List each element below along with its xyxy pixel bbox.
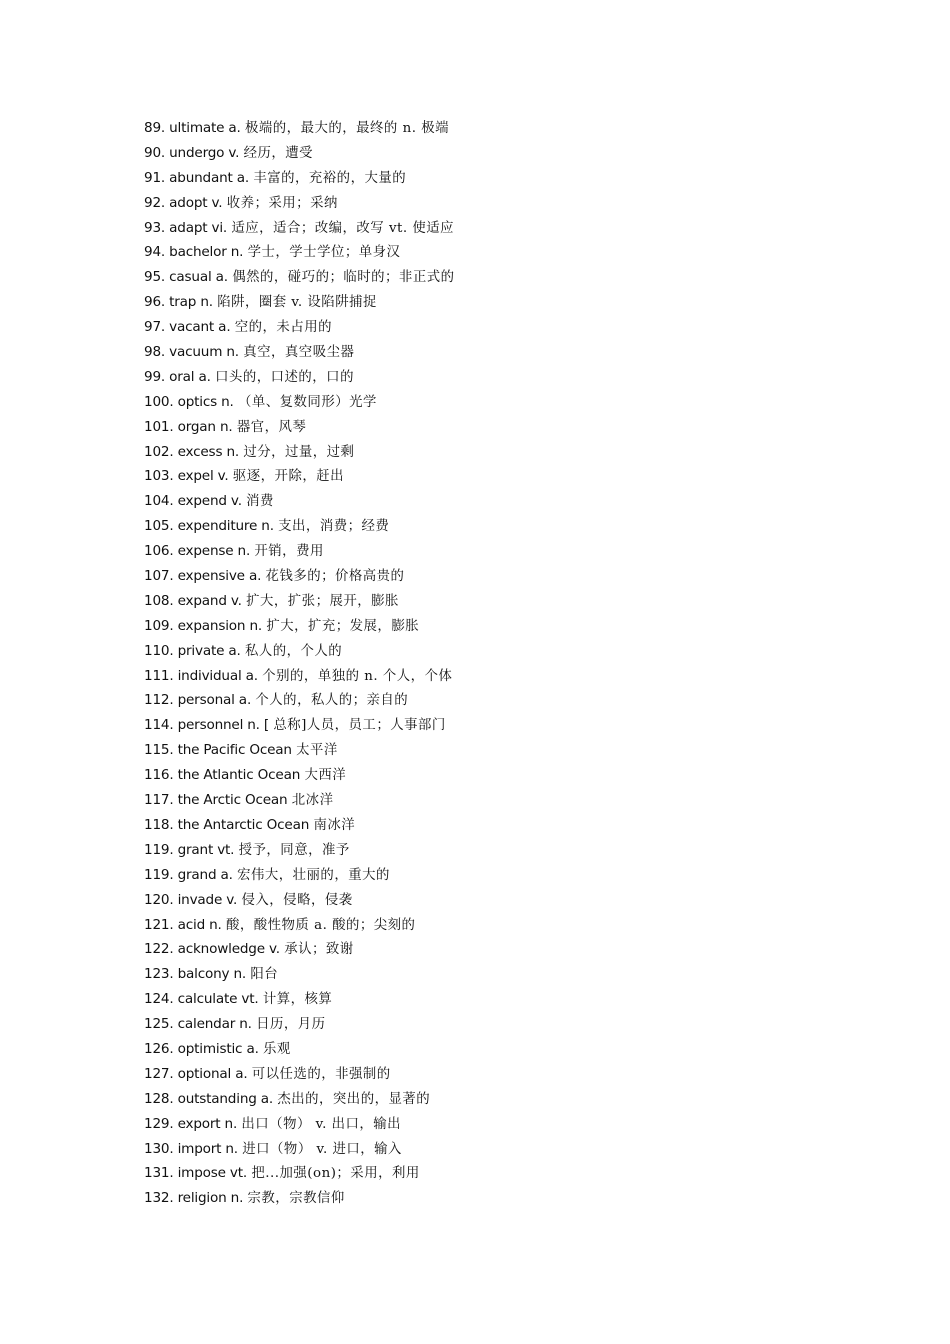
vocab-term: 104. expend v. <box>144 493 242 510</box>
vocab-term: 94. bachelor n. <box>144 244 244 261</box>
vocab-entry <box>144 116 455 141</box>
vocab-term: 107. expensive a. <box>144 568 262 585</box>
vocab-term: 95. casual a. <box>144 269 228 286</box>
vocab-definition: 开销，费用 <box>254 544 324 560</box>
vocab-entry <box>144 913 455 938</box>
vocab-entry <box>144 216 455 241</box>
vocab-term: 91. abundant a. <box>144 169 250 186</box>
vocab-entry <box>144 713 455 738</box>
vocab-definition: 南冰洋 <box>313 817 356 833</box>
vocab-definition: 学士，学士学位；单身汉 <box>247 245 401 261</box>
vocab-term: 90. undergo v. <box>144 144 240 161</box>
vocab-term: 99. oral a. <box>144 368 211 385</box>
vocab-entry <box>144 564 455 589</box>
vocab-definition: 日历，月历 <box>256 1017 326 1033</box>
vocab-definition: 北冰洋 <box>291 793 334 809</box>
vocab-entry <box>144 888 455 913</box>
vocab-entry <box>144 1112 455 1137</box>
vocab-term: 114. personnel n. [ <box>144 717 270 734</box>
vocab-entry <box>144 987 455 1012</box>
vocab-definition: 太平洋 <box>296 743 338 759</box>
vocab-definition: （单、复数同形）光学 <box>237 394 377 410</box>
vocab-term: 110. private a. <box>144 642 241 659</box>
vocab-term: 103. expel v. <box>144 468 229 485</box>
vocab-term: 112. personal a. <box>144 692 252 709</box>
vocab-definition: 口头的，口述的，口的 <box>215 369 354 385</box>
vocab-term: 126. optimistic a. <box>144 1040 259 1057</box>
vocab-entry <box>144 440 455 465</box>
vocab-entry <box>144 1087 455 1112</box>
vocab-definition: 私人的，个人的 <box>244 643 343 659</box>
vocab-entry <box>144 1161 455 1186</box>
vocab-term: 89. ultimate a. <box>144 120 241 136</box>
vocab-definition: 可以任选的，非强制的 <box>251 1066 391 1082</box>
vocab-term: 105. expenditure n. <box>144 518 274 535</box>
vocab-term: 100. optics n. <box>144 393 234 410</box>
vocab-entry <box>144 315 455 340</box>
vocab-definition: 杰出的，突出的，显著的 <box>277 1091 431 1107</box>
vocab-definition: 驱逐，开除，赶出 <box>232 469 345 485</box>
vocab-term: 124. calculate vt. <box>144 991 259 1008</box>
vocab-entry <box>144 340 455 365</box>
vocab-definition: 收养；采用；采纳 <box>226 195 338 211</box>
vocab-definition: 宗教，宗教信仰 <box>247 1191 345 1207</box>
vocab-definition: 消费 <box>246 494 274 510</box>
vocab-entry <box>144 962 455 987</box>
vocab-definition: 计算，核算 <box>262 992 333 1008</box>
vocab-definition: 空的，未占用的 <box>234 320 332 336</box>
vocab-term: 128. outstanding a. <box>144 1090 274 1107</box>
vocab-entry <box>144 813 455 838</box>
vocab-entry <box>144 1037 455 1062</box>
vocab-definition: 极端的，最大的，最终的 n. 极端 <box>245 121 449 136</box>
vocab-definition: 侵入，侵略，侵袭 <box>241 892 353 908</box>
vocab-definition: 宏伟大，壮丽的，重大的 <box>237 867 390 883</box>
vocab-term: 98. vacuum n. <box>144 344 239 361</box>
vocab-definition: 陷阱，圈套 v. 设陷阱捕捉 <box>217 295 377 311</box>
vocab-definition: 总称]人员，员工；人事部门 <box>273 718 446 734</box>
vocab-entry <box>144 365 455 390</box>
vocab-entry <box>144 514 455 539</box>
vocab-entry <box>144 614 455 639</box>
vocab-term: 118. the Antarctic Ocean <box>144 816 310 833</box>
vocab-definition: 乐观 <box>263 1041 291 1057</box>
vocab-definition: 承认；致谢 <box>284 942 354 958</box>
vocab-entry <box>144 639 455 664</box>
vocab-definition: 适应，适合；改编，改写 vt. 使适应 <box>231 220 455 236</box>
vocab-term: 106. expense n. <box>144 543 251 560</box>
vocab-term: 125. calendar n. <box>144 1016 252 1033</box>
vocab-term: 130. import n. <box>144 1140 238 1157</box>
vocab-entry <box>144 489 455 514</box>
vocab-term: 96. trap n. <box>144 294 213 311</box>
vocab-term: 115. the Pacific Ocean <box>144 742 292 759</box>
vocab-term: 101. organ n. <box>144 418 233 435</box>
vocab-definition: 阳台 <box>250 967 279 983</box>
vocab-term: 121. acid n. <box>144 916 222 933</box>
vocab-term: 119. grand a. <box>144 866 233 883</box>
vocab-definition: 经历，遭受 <box>243 145 314 161</box>
vocab-entry <box>144 838 455 863</box>
vocab-entry <box>144 265 455 290</box>
vocab-entry <box>144 763 455 788</box>
vocabulary-list <box>144 116 455 1211</box>
vocab-definition: 过分，过量，过剩 <box>243 444 355 460</box>
vocab-entry <box>144 788 455 813</box>
vocab-term: 129. export n. <box>144 1115 238 1132</box>
vocab-term: 108. expand v. <box>144 592 242 609</box>
vocab-term: 117. the Arctic Ocean <box>144 792 288 809</box>
vocab-term: 127. optional a. <box>144 1065 248 1082</box>
vocab-entry <box>144 863 455 888</box>
vocab-definition: 器官，风琴 <box>236 419 307 435</box>
vocab-term: 102. excess n. <box>144 443 239 460</box>
vocab-entry <box>144 738 455 763</box>
vocab-definition: 扩大，扩张；展开，膨胀 <box>246 593 399 609</box>
vocab-entry <box>144 1186 455 1211</box>
vocab-entry <box>144 390 455 415</box>
vocab-term: 93. adapt vi. <box>144 219 228 236</box>
vocab-entry <box>144 1012 455 1037</box>
vocab-entry <box>144 539 455 564</box>
vocab-term: 132. religion n. <box>144 1190 244 1207</box>
vocab-term: 92. adopt v. <box>144 194 223 211</box>
vocab-entry <box>144 1137 455 1162</box>
vocab-term: 116. the Atlantic Ocean <box>144 767 301 784</box>
vocab-entry <box>144 166 455 191</box>
vocab-term: 122. acknowledge v. <box>144 941 280 958</box>
vocab-entry <box>144 937 455 962</box>
vocab-entry <box>144 415 455 440</box>
vocab-entry <box>144 191 455 216</box>
vocab-term: 119. grant vt. <box>144 841 235 858</box>
vocab-entry <box>144 290 455 315</box>
vocab-entry <box>144 141 455 166</box>
vocab-definition: 大西洋 <box>304 768 347 784</box>
vocab-definition: 把...加强(on)；采用，利用 <box>251 1166 420 1182</box>
vocab-term: 97. vacant a. <box>144 319 231 336</box>
vocab-entry <box>144 589 455 614</box>
vocab-definition: 个人的，私人的；亲自的 <box>255 693 409 709</box>
vocab-term: 120. invade v. <box>144 891 238 908</box>
vocab-term: 131. impose vt. <box>144 1165 248 1182</box>
vocab-definition: 扩大，扩充；发展，膨胀 <box>266 618 420 634</box>
vocab-definition: 真空，真空吸尘器 <box>243 345 355 361</box>
vocab-definition: 授予，同意，准予 <box>238 842 350 858</box>
vocab-entry <box>144 1062 455 1087</box>
vocab-term: 123. balcony n. <box>144 966 247 983</box>
vocab-entry <box>144 664 455 689</box>
vocab-entry <box>144 688 455 713</box>
vocab-term: 109. expansion n. <box>144 617 262 634</box>
vocab-definition: 酸，酸性物质 a. 酸的；尖刻的 <box>225 917 416 933</box>
vocab-entry <box>144 240 455 265</box>
vocab-entry <box>144 464 455 489</box>
vocab-definition: 丰富的，充裕的，大量的 <box>253 170 407 186</box>
vocab-definition: 进口（物） v. 进口，输入 <box>242 1141 402 1157</box>
vocab-definition: 出口（物） v. 出口，输出 <box>241 1116 402 1132</box>
vocab-definition: 偶然的，碰巧的；临时的；非正式的 <box>232 270 455 286</box>
vocab-definition: 花钱多的；价格高贵的 <box>265 569 405 585</box>
vocab-definition: 支出，消费；经费 <box>278 519 390 535</box>
vocab-definition: 个别的，单独的 n. 个人，个体 <box>262 668 453 684</box>
vocab-term: 111. individual a. <box>144 667 258 684</box>
